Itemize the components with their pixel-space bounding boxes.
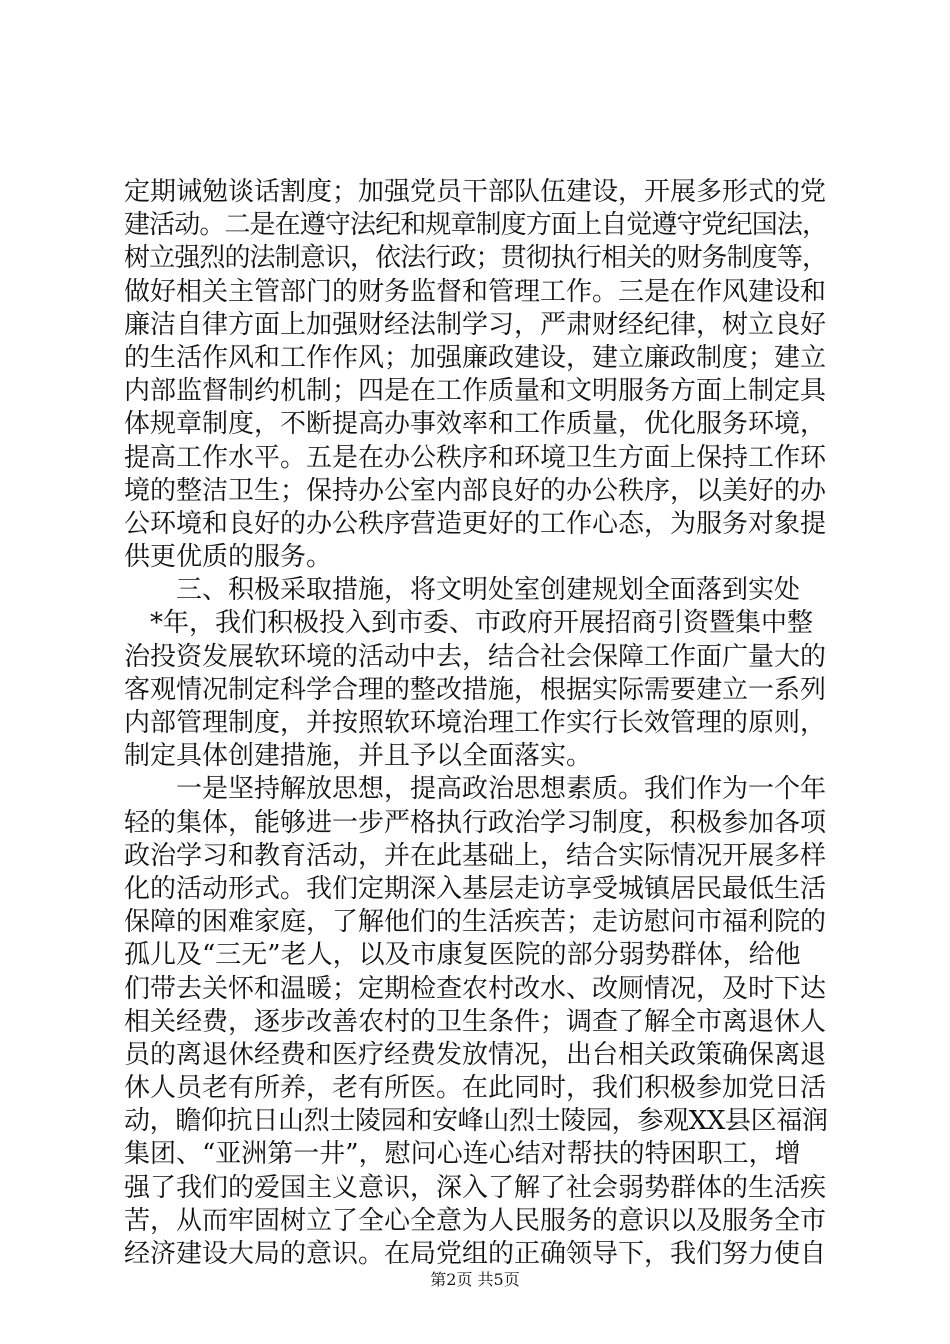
text-line: 化的活动形式。我们定期深入基层走访享受城镇居民最低生活: [124, 873, 827, 904]
document-body: [124, 176, 828, 1271]
text-line: 经济建设大局的意识。在局党组的正确领导下，我们努力使自: [124, 1239, 827, 1269]
text-line: 治投资发展软环境的活动中去，结合社会保障工作面广量大的: [124, 641, 827, 672]
text-line: 制定具体创建措施，并且予以全面落实。: [124, 741, 593, 772]
text-line: 三、积极采取措施，将文明处室创建规划全面落到实处: [124, 575, 801, 606]
text-line: 孤儿及“三无”老人，以及市康复医院的部分弱势群体，给他: [124, 940, 801, 971]
text-line: 建活动。二是在遵守法纪和规章制度方面上自觉遵守党纪国法，: [124, 210, 828, 241]
text-line: 供更优质的服务。: [124, 542, 333, 573]
text-line: 集团、“亚洲第一井”，慰问心连心结对帮扶的特困职工，增: [124, 1139, 801, 1170]
text-line: 休人员老有所养，老有所医。在此同时，我们积极参加党日活: [124, 1073, 827, 1104]
text-line: 境的整洁卫生；保持办公室内部良好的办公秩序，以美好的办: [124, 475, 827, 506]
text-line: 政治学习和教育活动，并在此基础上，结合实际情况开展多样: [124, 840, 827, 871]
text-line: 相关经费，逐步改善农村的卫生条件；调查了解全市离退休人: [124, 1006, 827, 1037]
text-line: 苦，从而牢固树立了全心全意为人民服务的意识以及服务全市: [124, 1205, 827, 1236]
text-line: 一是坚持解放思想，提高政治思想素质。我们作为一个年: [124, 774, 827, 805]
page-footer: 第2页 共5页: [430, 1270, 520, 1289]
text-line: 保障的困难家庭，了解他们的生活疾苦；走访慰问市福利院的: [124, 907, 827, 938]
text-line: 动，瞻仰抗日山烈士陵园和安峰山烈士陵园，参观XX县区福润: [124, 1106, 828, 1137]
text-line: 公环境和良好的办公秩序营造更好的工作心态，为服务对象提: [124, 508, 827, 539]
text-line: 内部管理制度，并按照软环境治理工作实行长效管理的原则，: [124, 708, 827, 738]
text-line: 提高工作水平。五是在办公秩序和环境卫生方面上保持工作环: [124, 442, 827, 473]
text-line: 内部监督制约机制；四是在工作质量和文明服务方面上制定具: [124, 376, 827, 407]
text-line: 体规章制度，不断提高办事效率和工作质量，优化服务环境，: [124, 409, 827, 440]
text-line: 做好相关主管部门的财务监督和管理工作。三是在作风建设和: [124, 276, 827, 307]
text-line: 树立强烈的法制意识，依法行政；贯彻执行相关的财务制度等，: [124, 243, 828, 274]
text-line: 客观情况制定科学合理的整改措施，根据实际需要建立一系列: [124, 674, 827, 705]
text-line: 廉洁自律方面上加强财经法制学习，严肃财经纪律，树立良好: [124, 309, 827, 340]
text-line: *年，我们积极投入到市委、市政府开展招商引资暨集中整: [124, 608, 814, 639]
text-line: 强了我们的爱国主义意识，深入了解了社会弱势群体的生活疾: [124, 1172, 827, 1203]
text-line: 的生活作风和工作作风；加强廉政建设，建立廉政制度；建立: [124, 342, 827, 373]
text-line: 员的离退休经费和医疗经费发放情况，出台相关政策确保离退: [124, 1039, 827, 1070]
text-line: 们带去关怀和温暖；定期检查农村改水、改厕情况，及时下达: [124, 973, 827, 1004]
text-line: 定期诫勉谈话割度；加强党员干部队伍建设，开展多形式的党: [124, 177, 827, 207]
text-line: 轻的集体，能够进一步严格执行政治学习制度，积极参加各项: [124, 807, 827, 838]
